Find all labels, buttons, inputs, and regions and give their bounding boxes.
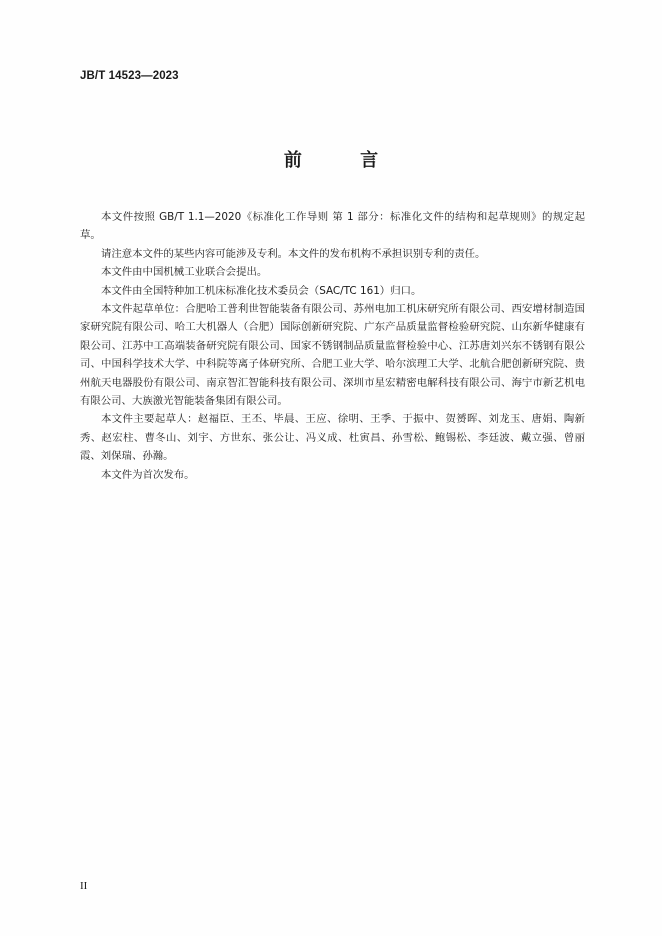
page-title: 前 言 xyxy=(283,150,405,171)
paragraph-drafting-organizations: 本文件起草单位：合肥哈工普利世智能装备有限公司、苏州电加工机床研究所有限公司、西安增材制造国家研究院有限公司、哈工大机器人（合肥）国际创新研究院、广东产品质量监督检验研究院、山东新华健康有限公司、江苏中工高端装备研究院有限公司、国家不锈钢制品质量监督检验中心、江苏唐刘兴东不锈钢有限公司、中国科学技术大学、中科院等离子体研究所、合肥工业大学、哈尔滨理工大学、北航合肥创新研究院、贵州航天电器股份有限公司、南京智汇智能科技有限公司、深圳市星宏精密电解科技有限公司、海宁市新艺机电有限公司、大族激光智能装备集团有限公司。 xyxy=(80,303,585,408)
paragraph-first-release: 本文件为首次发布。 xyxy=(101,468,195,481)
foreword-body xyxy=(80,208,585,484)
paragraph-proposed-by: 本文件由中国机械工业联合会提出。 xyxy=(101,266,268,279)
document-code: JB/T 14523—2023 xyxy=(80,70,179,82)
paragraph-main-drafters: 本文件主要起草人：赵福臣、王丕、毕晨、王应、徐明、王季、于振中、贺赟晖、刘龙玉、唐娟、陶新秀、赵宏柱、曹冬山、刘宇、方世东、张公让、冯义成、杜寅昌、孙雪松、鲍锡松、李廷波、戴立强、曾丽霞、刘保瑞、孙瀚。 xyxy=(80,413,585,463)
page-number: II xyxy=(80,880,88,892)
paragraph-patent-notice: 请注意本文件的某些内容可能涉及专利。本文件的发布机构不承担识别专利的责任。 xyxy=(101,247,486,260)
paragraph-under-jurisdiction: 本文件由全国特种加工机床标准化技术委员会（SAC/TC 161）归口。 xyxy=(101,284,422,297)
paragraph-drafting-rules: 本文件按照 GB/T 1.1—2020《标准化工作导则 第 1 部分：标准化文件的结构和起草规则》的规定起草。 xyxy=(80,211,585,242)
